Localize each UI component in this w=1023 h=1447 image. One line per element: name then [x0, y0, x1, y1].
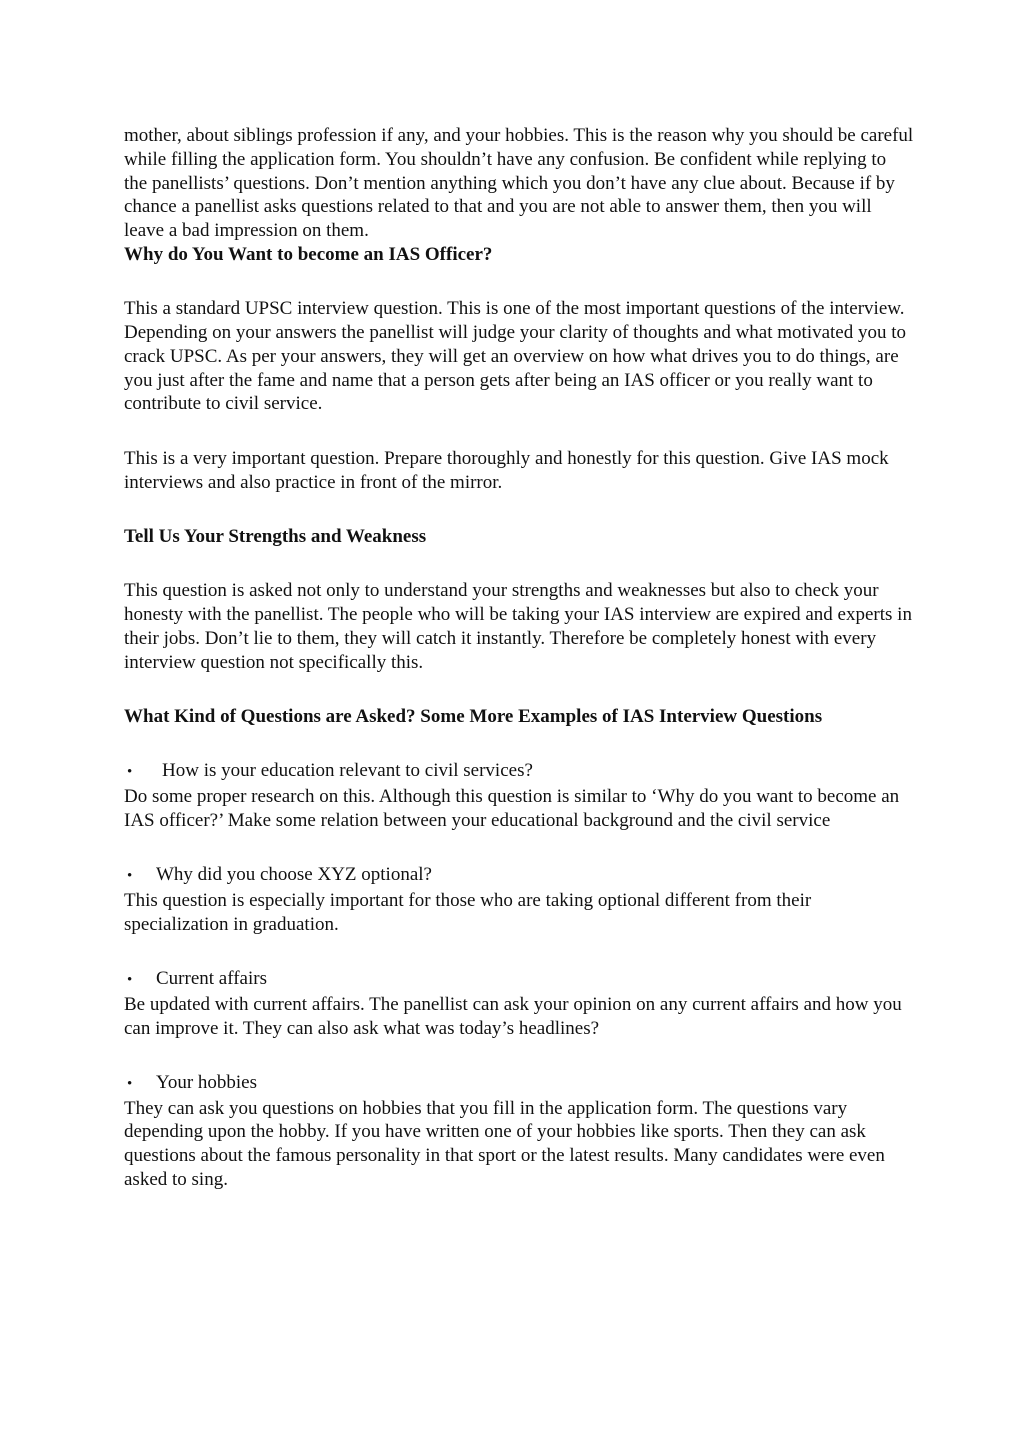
question-description: This question is especially important for those who are taking optional different from their specialization in graduation. [124, 889, 812, 935]
bullet-icon: • [127, 1075, 133, 1092]
strengths-paragraph: This question is asked not only to understand your strengths and weaknesses but also to check your honesty with the panellist. The people who will be taking your IAS interview are expired and experts in their jobs. Don’t lie to them, they will catch it instantly. Therefore be completely honest with every interview question not specifically this. [124, 580, 912, 673]
question-description: They can ask you questions on hobbies that you fill in the application form. The questions vary depending upon the hobby. If you have written one of your hobbies like sports. Then they can ask questions about the famous personality in that sport or the latest results. Many candidates were even asked to sing. [124, 1097, 885, 1190]
heading-strengths-weakness: Tell Us Your Strengths and Weakness [124, 525, 427, 547]
intro-paragraph: mother, about siblings profession if any, and your hobbies. This is the reason why you should be careful while filling the application form. You shouldn’t have any confusion. Be confident while replying to the panellists’ questions. Don’t mention anything which you don’t have any clue about. Because if by chance a panellist asks questions related to that and you are not able to answer them, then you will leave a bad impression on them. [124, 125, 914, 242]
question-list-item [124, 1071, 914, 1192]
bullet-icon: • [127, 971, 133, 988]
question-title: How is your education relevant to civil services? [162, 760, 533, 782]
heading-why-ias-officer: Why do You Want to become an IAS Officer? [124, 243, 493, 265]
question-description: Be updated with current affairs. The panellist can ask your opinion on any current affairs and how you can improve it. They can also ask what was today’s headlines? [124, 993, 902, 1039]
heading-question-examples: What Kind of Questions are Asked? Some More Examples of IAS Interview Questions [124, 705, 823, 727]
document-page [124, 124, 914, 1192]
bullet-icon: • [127, 764, 133, 781]
why-ias-paragraph-1: This a standard UPSC interview question. This is one of the most important questions of the interview. Depending on your answers the panellist will judge your clarity of thoughts and what motivated you to crack UPSC. As per your answers, they will get an overview on how what drives you to do things, are you just after the fame and name that a person gets after being an IAS officer or you really want to contribute to civil service. [124, 298, 907, 415]
question-list-item [124, 759, 914, 832]
why-ias-paragraph-2: This is a very important question. Prepare thoroughly and honestly for this question. Give IAS mock interviews and also practice in front of the mirror. [124, 447, 889, 493]
question-title: Why did you choose XYZ optional? [156, 864, 432, 886]
question-list-item [124, 863, 914, 936]
question-description: Do some proper research on this. Although this question is similar to ‘Why do you want to become an IAS officer?’ Make some relation between your educational background and the civil service [124, 785, 900, 831]
question-list-item [124, 967, 914, 1040]
bullet-icon: • [127, 868, 133, 885]
question-title: Your hobbies [156, 1071, 258, 1093]
question-title: Current affairs [156, 967, 267, 989]
